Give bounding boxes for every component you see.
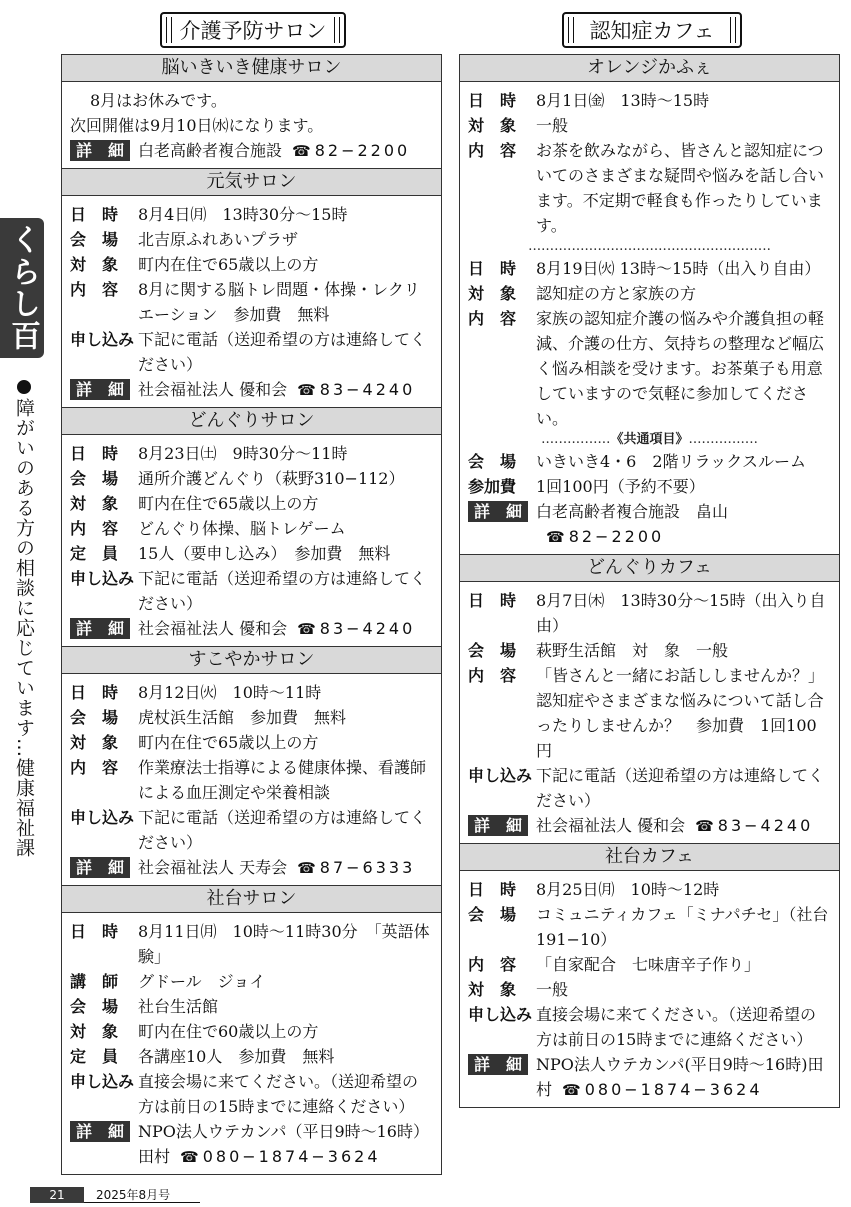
- row-label: 日 時: [468, 91, 517, 110]
- dots-right: ‥‥‥‥‥‥‥‥: [688, 432, 758, 447]
- row-value: [138, 1119, 433, 1170]
- row-label: 日 時: [468, 591, 517, 610]
- edition: 2025年8月号: [96, 1188, 171, 1202]
- row-value: [536, 1052, 831, 1103]
- row-label: 内 容: [468, 141, 517, 160]
- info-row: [70, 1019, 433, 1044]
- row-value-text: コミュニティカフェ「ミナパチセ」（社台191−10）: [536, 905, 829, 949]
- info-row: [468, 763, 831, 813]
- row-label: 対 象: [468, 980, 517, 999]
- row-value: [138, 566, 433, 616]
- info-row: [468, 813, 831, 839]
- row-label: 日 時: [468, 880, 517, 899]
- row-label: 内 容: [70, 519, 119, 538]
- info-row: [70, 1069, 433, 1119]
- row-value: [138, 138, 433, 164]
- phone-number: 83−4240: [319, 619, 416, 638]
- row-label: 日 時: [70, 683, 119, 702]
- section-title: オレンジかふぇ: [460, 55, 839, 82]
- section-title: すこやかサロン: [62, 647, 441, 674]
- row-value-text: 1回100円（予約不要）: [536, 477, 705, 496]
- row-value-text: 通所介護どんぐり（萩野310−112）: [138, 469, 405, 488]
- row-label: 内 容: [468, 955, 517, 974]
- row-label: 日 時: [70, 922, 119, 941]
- info-row: [70, 805, 433, 855]
- row-label: 申し込み: [468, 1005, 533, 1024]
- row-value-text: 8月7日㈭ 13時30分～15時（出入り自由）: [536, 591, 826, 635]
- row-value-text: 家族の認知症介護の悩みや介護負担の軽減、介護の仕方、気持ちの整理など幅広く悩み相談を受けます。お茶菓子も用意していますので気軽に参加してください。: [536, 309, 825, 428]
- row-label: 日 時: [70, 205, 119, 224]
- row-value: [138, 755, 433, 805]
- row-value: [536, 763, 831, 813]
- bullet-icon: [17, 380, 31, 394]
- row-value-text: 白老高齢者複合施設: [138, 141, 283, 160]
- row-value: [536, 588, 831, 638]
- info-row: [70, 327, 433, 377]
- category-tab: くらし百: [0, 218, 44, 358]
- row-label: 会 場: [70, 230, 119, 249]
- row-value: [536, 306, 831, 431]
- right-banner: 認知症カフェ: [562, 12, 742, 48]
- row-value: [138, 730, 433, 755]
- row-value-text: 各講座10人 参加費 無料: [138, 1047, 335, 1066]
- row-value-text: 虎杖浜生活館 参加費 無料: [138, 708, 347, 727]
- phone-number: 82−2200: [314, 141, 411, 160]
- row-value: [138, 680, 433, 705]
- dots-left: ‥‥‥‥‥‥‥‥: [541, 432, 611, 447]
- row-value-text: 下記に電話（送迎希望の方は連絡してください）: [138, 330, 427, 374]
- row-value-text: 直接会場に来てください。（送迎希望の方は前日の15時までに連絡ください）: [536, 1005, 817, 1049]
- info-row: [468, 1002, 831, 1052]
- phone-icon: ☎: [297, 620, 316, 638]
- info-row: [70, 969, 433, 994]
- section-body: [62, 674, 441, 885]
- row-value-text: グドール ジョイ: [138, 972, 266, 991]
- row-value-text: 「皆さんと一緒にお話ししませんか？」認知症やさまざまな悩みについて話し合ったりしませんか？ 参加費 1回100円: [536, 666, 825, 760]
- row-label: 対 象: [70, 494, 119, 513]
- row-value: [536, 474, 831, 499]
- row-value: [536, 977, 831, 1002]
- row-value-text: 社会福祉法人 優和会: [536, 816, 686, 835]
- info-row: [468, 474, 831, 499]
- row-value: [536, 88, 831, 113]
- row-value: [138, 441, 433, 466]
- row-value: [138, 277, 433, 327]
- row-value: [138, 491, 433, 516]
- section-title: 脳いきいき健康サロン: [62, 55, 441, 82]
- row-label: 申し込み: [70, 1072, 135, 1091]
- row-value-text: 下記に電話（送迎希望の方は連絡してください）: [138, 569, 427, 613]
- row-value-text: 白老高齢者複合施設 畠山: [536, 502, 729, 521]
- section-body: [460, 871, 839, 1107]
- row-label: 対 象: [468, 116, 517, 135]
- info-row: [70, 377, 433, 403]
- row-label: 会 場: [70, 708, 119, 727]
- info-row: [468, 952, 831, 977]
- row-label: 講 師: [70, 972, 119, 991]
- row-value: [138, 466, 433, 491]
- page-footer: [30, 1186, 200, 1203]
- row-value: [536, 877, 831, 902]
- row-value-text: 直接会場に来てください。（送迎希望の方は前日の15時までに連絡ください）: [138, 1072, 419, 1116]
- phone-number: 080−1874−3624: [584, 1080, 763, 1099]
- info-row: [70, 466, 433, 491]
- row-label: 申し込み: [70, 330, 135, 349]
- row-label: 対 象: [70, 1022, 119, 1041]
- row-value: [138, 969, 433, 994]
- row-value-text: いきいき4・6 2階リラックスルーム: [536, 452, 807, 471]
- row-value-text: NPO法人ウテカンパ(平日9時～16時)田村: [536, 1055, 824, 1099]
- info-row: [70, 252, 433, 277]
- section: [62, 169, 441, 408]
- info-row: [70, 994, 433, 1019]
- info-row: [70, 705, 433, 730]
- row-value: [138, 516, 433, 541]
- row-value-text: 町内在住で65歳以上の方: [138, 733, 319, 752]
- row-label: 内 容: [468, 666, 517, 685]
- info-row: [468, 138, 831, 238]
- row-value: [536, 1002, 831, 1052]
- info-row: [468, 113, 831, 138]
- info-row: [70, 541, 433, 566]
- phone-icon: ☎: [297, 381, 316, 399]
- info-row: [70, 227, 433, 252]
- phone-icon: ☎: [546, 528, 565, 546]
- row-label: 詳 細: [468, 501, 528, 522]
- row-value-text: 8月23日㈯ 9時30分～11時: [138, 444, 348, 463]
- left-column: [61, 54, 442, 1175]
- row-value: [138, 705, 433, 730]
- info-row: [70, 566, 433, 616]
- phone-number: 83−4240: [319, 380, 416, 399]
- info-row: [70, 1044, 433, 1069]
- row-label: 内 容: [468, 309, 517, 328]
- row-value: [138, 227, 433, 252]
- section-body: [62, 913, 441, 1174]
- row-label: 日 時: [70, 444, 119, 463]
- row-value-text: 8月25日㈪ 10時～12時: [536, 880, 720, 899]
- row-value-text: 社台生活館: [138, 997, 219, 1016]
- row-value: [138, 252, 433, 277]
- left-banner: 介護予防サロン: [160, 12, 346, 48]
- section-body: [62, 435, 441, 646]
- row-value-text: 町内在住で60歳以上の方: [138, 1022, 319, 1041]
- info-row: [468, 1052, 831, 1103]
- row-value: [138, 1069, 433, 1119]
- row-label: 詳 細: [70, 618, 130, 639]
- section: [62, 886, 441, 1174]
- info-row: [468, 977, 831, 1002]
- row-value: [536, 638, 831, 663]
- row-label: 会 場: [468, 905, 517, 924]
- section-line: 8月はお休みです。: [90, 91, 227, 110]
- row-label: 対 象: [468, 284, 517, 303]
- row-value: [138, 805, 433, 855]
- row-value-text: 町内在住で65歳以上の方: [138, 494, 319, 513]
- side-note-text: 障がいのある方の相談に応じています…健康福祉課: [13, 398, 35, 858]
- info-row: [468, 638, 831, 663]
- info-row: [70, 441, 433, 466]
- row-value-text: 下記に電話（送迎希望の方は連絡してください）: [536, 766, 825, 810]
- section-title: 元気サロン: [62, 169, 441, 196]
- section-title: 社台サロン: [62, 886, 441, 913]
- row-value-text: 8月12日㈫ 10時～11時: [138, 683, 322, 702]
- row-value: [138, 202, 433, 227]
- row-value: [536, 663, 831, 763]
- page-number: 21: [30, 1187, 84, 1203]
- info-row: [468, 588, 831, 638]
- row-value: [138, 919, 433, 969]
- info-row: [70, 138, 433, 164]
- section: [62, 647, 441, 886]
- right-column: [459, 54, 840, 1108]
- row-value-text: 社会福祉法人 天寿会: [138, 858, 288, 877]
- info-row: [70, 730, 433, 755]
- phone-icon: ☎: [180, 1148, 199, 1166]
- info-row: [468, 281, 831, 306]
- row-label: 日 時: [468, 259, 517, 278]
- phone-icon: ☎: [695, 817, 714, 835]
- section: [460, 55, 839, 555]
- row-value-text: 作業療法士指導による健康体操、看護師による血圧測定や栄養相談: [138, 758, 427, 802]
- info-row: [468, 663, 831, 763]
- phone-number: 080−1874−3624: [202, 1147, 381, 1166]
- info-row: [70, 277, 433, 327]
- section-body: [62, 82, 441, 168]
- row-value: [138, 994, 433, 1019]
- row-value-text: 8月1日㈮ 13時～15時: [536, 91, 710, 110]
- info-row: [468, 306, 831, 431]
- section: [460, 555, 839, 844]
- row-value-text: NPO法人ウテカンパ（平日9時～16時）田村: [138, 1122, 429, 1166]
- row-value-text: 一般: [536, 980, 569, 999]
- row-value-text: 萩野生活館 対 象 一般: [536, 641, 729, 660]
- row-value: [138, 1019, 433, 1044]
- row-value-text: 8月11日㈪ 10時～11時30分 「英語体験」: [138, 922, 430, 966]
- row-label: 申し込み: [468, 766, 533, 785]
- phone-icon: ☎: [292, 142, 311, 160]
- row-label: 詳 細: [70, 1121, 130, 1142]
- row-value: [536, 138, 831, 238]
- info-row: [468, 449, 831, 474]
- section: [62, 408, 441, 647]
- row-value: [536, 449, 831, 474]
- row-value-text: 8月19日㈫ 13時～15時（出入り自由）: [536, 259, 821, 278]
- info-row: [70, 616, 433, 642]
- phone-number: 87−6333: [319, 858, 416, 877]
- info-row: [70, 1119, 433, 1170]
- row-label: 会 場: [468, 641, 517, 660]
- phone-number: 83−4240: [717, 816, 814, 835]
- row-label: 詳 細: [70, 857, 130, 878]
- info-row: [468, 877, 831, 902]
- common-items-label: 《共通項目》: [610, 432, 689, 447]
- section-title: どんぐりカフェ: [460, 555, 839, 582]
- row-value-text: 8月に関する脳トレ問題・体操・レクリエーション 参加費 無料: [138, 280, 420, 324]
- row-label: 詳 細: [70, 140, 130, 161]
- row-value: [536, 256, 831, 281]
- info-row: [70, 919, 433, 969]
- row-label: 内 容: [70, 280, 119, 299]
- row-value-text: 15人（要申し込み） 参加費 無料: [138, 544, 391, 563]
- row-label: 詳 細: [468, 1054, 528, 1075]
- section: [460, 844, 839, 1107]
- section-title: どんぐりサロン: [62, 408, 441, 435]
- row-value: [536, 902, 831, 952]
- row-label: 会 場: [468, 452, 517, 471]
- row-label: 参加費: [468, 477, 517, 496]
- info-row: [70, 491, 433, 516]
- info-row: [468, 88, 831, 113]
- row-value-text: お茶を飲みながら、皆さんと認知症についてのさまざまな疑問や悩みを話し合います。不定期で軽食も作ったりしています。: [536, 141, 825, 235]
- row-value-text: 認知症の方と家族の方: [536, 284, 697, 303]
- row-label: 定 員: [70, 544, 119, 563]
- row-value-text: 社会福祉法人 優和会: [138, 619, 288, 638]
- phone-icon: ☎: [297, 859, 316, 877]
- row-label: 会 場: [70, 997, 119, 1016]
- section-body: [460, 82, 839, 554]
- row-label: 対 象: [70, 733, 119, 752]
- row-value: [536, 281, 831, 306]
- row-value: [138, 327, 433, 377]
- section-body: [62, 196, 441, 407]
- common-items-heading: [468, 431, 831, 449]
- info-row: [70, 202, 433, 227]
- row-value: [138, 1044, 433, 1069]
- row-label: 詳 細: [468, 815, 528, 836]
- row-label: 対 象: [70, 255, 119, 274]
- row-label: 詳 細: [70, 379, 130, 400]
- info-row: [70, 516, 433, 541]
- row-value: [138, 377, 433, 403]
- row-label: 会 場: [70, 469, 119, 488]
- info-row: [70, 855, 433, 881]
- row-value: [138, 616, 433, 642]
- row-value: [138, 541, 433, 566]
- section-body: [460, 582, 839, 843]
- row-value-text: 下記に電話（送迎希望の方は連絡してください）: [138, 808, 427, 852]
- row-value-text: どんぐり体操、脳トレゲーム: [138, 519, 346, 538]
- row-value: [138, 855, 433, 881]
- row-value-text: 8月4日㈪ 13時30分～15時: [138, 205, 348, 224]
- row-value: [536, 499, 831, 550]
- phone-icon: ☎: [562, 1081, 581, 1099]
- row-value-text: 町内在住で65歳以上の方: [138, 255, 319, 274]
- dotted-separator: ‥‥‥‥‥‥‥‥‥‥‥‥‥‥‥‥‥‥‥‥‥‥‥‥‥‥‥‥: [528, 239, 771, 254]
- row-label: 定 員: [70, 1047, 119, 1066]
- info-row: [70, 680, 433, 705]
- row-value-text: 北吉原ふれあいプラザ: [138, 230, 299, 249]
- row-value: [536, 813, 831, 839]
- info-row: [468, 499, 831, 550]
- row-label: 内 容: [70, 758, 119, 777]
- section-line: 次回開催は9月10日㈬になります。: [70, 116, 324, 135]
- phone-number: 82−2200: [568, 527, 665, 546]
- row-value: [536, 952, 831, 977]
- row-value-text: 「自家配合 七味唐辛子作り」: [536, 955, 761, 974]
- row-value-text: 社会福祉法人 優和会: [138, 380, 288, 399]
- info-row: [468, 256, 831, 281]
- info-row: [468, 902, 831, 952]
- info-row: [70, 755, 433, 805]
- section-title: 社台カフェ: [460, 844, 839, 871]
- row-value-text: 一般: [536, 116, 569, 135]
- section: [62, 55, 441, 169]
- row-label: 申し込み: [70, 569, 135, 588]
- row-label: 申し込み: [70, 808, 135, 827]
- side-note: [6, 380, 42, 858]
- row-value: [536, 113, 831, 138]
